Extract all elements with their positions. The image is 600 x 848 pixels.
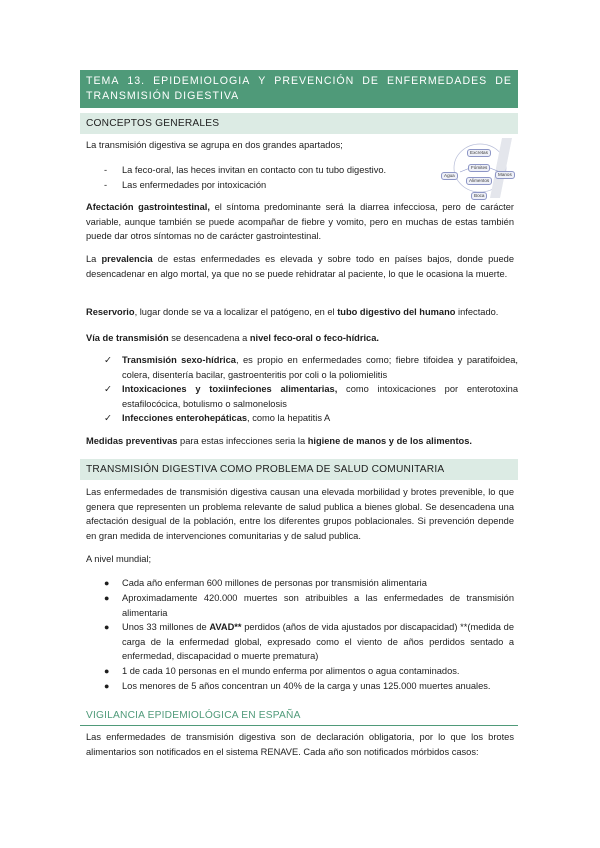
check-item-term: Infecciones enterohepáticas (122, 413, 248, 423)
medidas-paragraph (86, 434, 514, 449)
diagram-node-agua: Agua (441, 172, 458, 180)
afectacion-text: el síntoma predominante será la diarrea infecciosa, pero de carácter variable, aunque también se puede acompañar de fiebre y vomito, pero en muchas de estas también puede dar otros síntomas no de carácter gastrointestinal. (86, 202, 514, 242)
medidas-term: Medidas preventivas (86, 436, 178, 446)
reservorio-end: infectado. (455, 307, 499, 317)
diagram-node-fomites: Fómites (468, 164, 490, 172)
chapter-title-line1 (86, 74, 512, 89)
title-word: ENFERMEDADES (386, 75, 488, 87)
bullet-item-text: 1 de cada 10 personas en el mundo enferma por alimentos o agua contaminados. (122, 666, 460, 676)
dash-marker: - (104, 165, 108, 175)
avad-term: AVAD** (209, 622, 242, 632)
title-word: 13. (127, 75, 146, 87)
check-item-term: Intoxicaciones y toxiinfeciones alimentarias, (122, 384, 338, 394)
reservorio-text: , lugar donde se va a localizar el patógeno, en el (134, 307, 338, 317)
bullet-item-text: Aproximadamente 420.000 muertes son atribuibles a las enfermedades de transmisión alimentaria (122, 593, 514, 618)
afectacion-paragraph (86, 200, 514, 244)
check-item-rest: como intoxicaciones por enterotoxina estafilocócica, botulismo o salmonelosis (122, 384, 518, 409)
diagram-node-boca: Boca (471, 192, 487, 200)
check-item-term: Transmisión sexo-hídrica (122, 355, 236, 365)
via-term-2: nivel feco-oral o feco-hídrica. (249, 333, 379, 343)
title-word: Y (258, 75, 267, 87)
via-paragraph (86, 331, 514, 346)
prevalencia-term: prevalencia (101, 254, 153, 264)
check-item-text (122, 382, 518, 411)
dash-item-text: La feco-oral, las heces invitan en contacto con tu tubo digestivo. (122, 165, 387, 175)
title-word: EPIDEMIOLOGIA (153, 75, 251, 87)
section-heading-comunitaria: TRANSMISIÓN DIGESTIVA COMO PROBLEMA DE SALUD COMUNITARIA (80, 459, 518, 480)
bullet-text-c: perdidos (años de vida ajustados por discapacidad) **(medida de carga de la enfermedad global, expresado como el viento de años perdidos sentado a enfermedad, discapacidad o muerte prematura) (122, 622, 514, 662)
reservorio-term-2: tubo digestivo del humano (337, 307, 456, 317)
bullet-item-text: Cada año enferman 600 millones de personas por transmisión alimentaria (122, 578, 427, 588)
transmission-diagram (440, 136, 520, 210)
intro-paragraph: La transmisión digestiva se agrupa en dos grandes apartados; (86, 140, 343, 150)
check-item-text (122, 353, 518, 382)
title-word: DE (362, 75, 379, 87)
title-word: DE (495, 75, 512, 87)
checkmark-icon: ✓ (104, 413, 112, 423)
bullet-item-text (122, 620, 514, 664)
prevalencia-paragraph (86, 252, 514, 281)
diagram-node-alimentos: Alimentos (466, 177, 492, 185)
bullet-marker: ● (104, 578, 110, 588)
medidas-term-2: higiene de manos y de los alimentos. (307, 436, 472, 446)
bullet-marker: ● (104, 593, 110, 603)
check-item-text (122, 411, 518, 426)
bullet-marker: ● (104, 622, 110, 632)
section-heading-conceptos: CONCEPTOS GENERALES (80, 113, 518, 134)
via-text: se desencadena a (168, 333, 250, 343)
prevalencia-text-a: La (86, 254, 102, 264)
diagram-node-excretas: Excretas (467, 149, 491, 157)
dash-item-text: Las enfermedades por intoxicación (122, 180, 267, 190)
check-item-rest: , como la hepatitis A (247, 413, 331, 423)
vigilancia-paragraph: Las enfermedades de transmisión digestiva son de declaración obligatoria, por lo que los brotes alimentarios son notificados en el sistema RENAVE. Cada año son notificados mórbidos casos: (86, 732, 514, 757)
checkmark-icon: ✓ (104, 384, 112, 394)
prevalencia-text-b: de estas enfermedades es elevada y sobre todo en países bajos, donde puede desencadenar en algo mortal, ya que no se puede rehidratar al paciente, lo que le ocasiona la muerte. (86, 254, 514, 279)
bullet-marker: ● (104, 681, 110, 691)
bullet-text-a: Unos 33 millones de (122, 622, 210, 632)
chapter-title-line2: TRANSMISIÓN DIGESTIVA (86, 89, 240, 102)
diagram-node-manos: Manos (495, 171, 515, 179)
check-item-rest: , es propio en enfermedades como; fiebre tifoidea y paratifoidea, colera, disentería bacilar, gastroenteritis por coli o la poliomielitis (122, 355, 519, 380)
reservorio-term: Reservorio (86, 307, 135, 317)
medidas-text: para estas infecciones seria la (177, 436, 308, 446)
section-heading-vigilancia: VIGILANCIA EPIDEMIOLÓGICA EN ESPAÑA (80, 705, 518, 726)
title-word: PREVENCIÓN (274, 75, 355, 87)
comunitaria-paragraph: Las enfermedades de transmisión digestiva causan una elevada morbilidad y brotes prevenible, lo que genera que representen un problema relevante de salud publica a bienes global. Se desencadena una afectación desigual de la población, entre los diferentes grupos poblacionales. Si prevención depende en gran medida de intervenciones comunitarias y de salud publica. (86, 487, 514, 541)
title-word: TEMA (86, 75, 120, 87)
bullet-marker: ● (104, 666, 110, 676)
bullet-item-text: Los menores de 5 años concentran un 40% de la carga y unas 125.000 muertes anuales. (122, 681, 491, 691)
nivel-mundial-label: A nivel mundial; (86, 554, 152, 564)
reservorio-paragraph (86, 305, 514, 320)
afectacion-term: Afectación gastrointestinal, (86, 202, 210, 212)
checkmark-icon: ✓ (104, 355, 112, 365)
dash-marker: - (104, 180, 108, 190)
chapter-title (80, 70, 518, 108)
via-term: Vía de transmisión (86, 333, 169, 343)
